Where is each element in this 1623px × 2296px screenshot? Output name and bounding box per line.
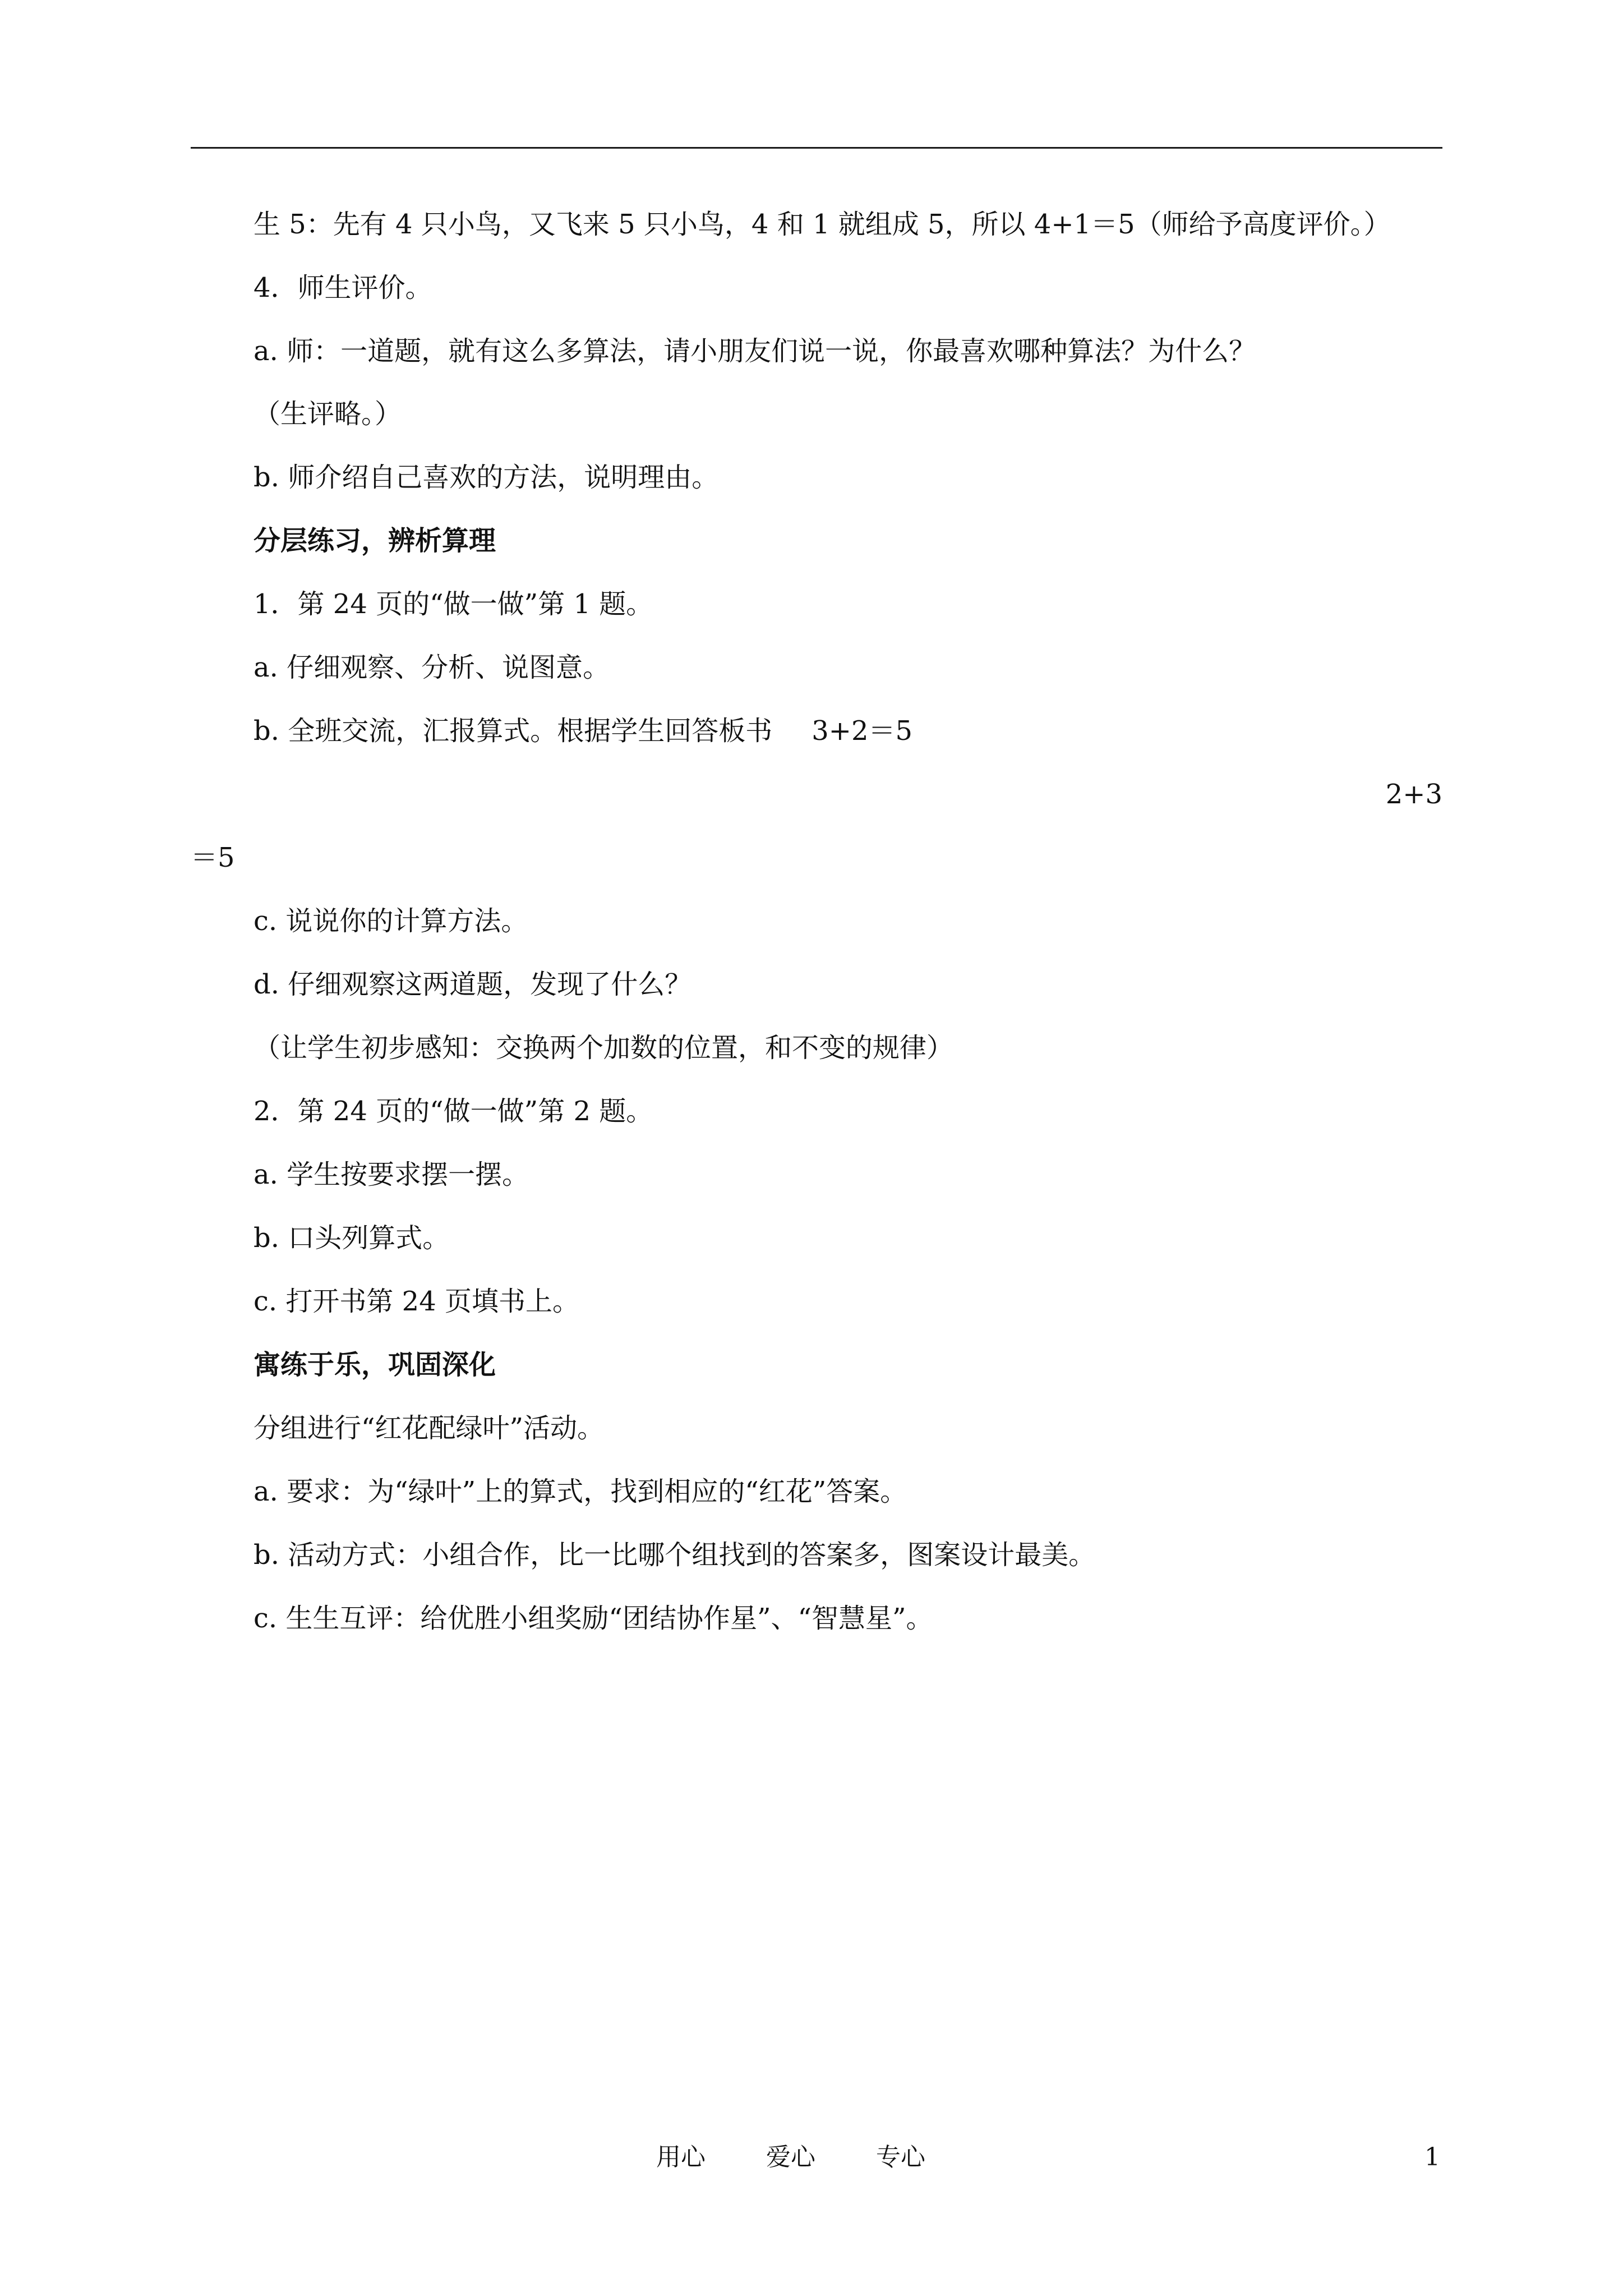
paragraph-arrange: a. 学生按要求摆一摆。 bbox=[253, 1159, 529, 1190]
paragraph-exercise-1: 1．第 24 页的“做一做”第 1 题。 bbox=[253, 588, 653, 620]
paragraph-oral-formula: b. 口头列算式。 bbox=[253, 1222, 450, 1254]
paragraph-group-activity: 分组进行“红花配绿叶”活动。 bbox=[253, 1412, 605, 1444]
paragraph-activity-method: b. 活动方式：小组合作，比一比哪个组找到的答案多，图案设计最美。 bbox=[253, 1539, 1096, 1571]
paragraph-explain-method: c. 说说你的计算方法。 bbox=[253, 905, 528, 937]
paragraph-observe: a. 仔细观察、分析、说图意。 bbox=[253, 652, 610, 683]
formula-3-plus-2: 3+2＝5 bbox=[811, 715, 913, 747]
footer-motto: 爱心 bbox=[766, 2143, 815, 2171]
paragraph-peer-review: c. 生生互评：给优胜小组奖励“团结协作星”、“智慧星”。 bbox=[253, 1603, 933, 1634]
footer-motto: 专心 bbox=[876, 2143, 925, 2171]
paragraph-teacher-question: a. 师：一道题，就有这么多算法，请小朋友们说一说，你最喜欢哪种算法？为什么？ bbox=[253, 335, 1256, 367]
footer-mottos bbox=[656, 2142, 925, 2173]
paragraph-exercise-2: 2．第 24 页的“做一做”第 2 题。 bbox=[253, 1096, 653, 1127]
paragraph-class-exchange bbox=[253, 714, 912, 748]
page-number: 1 bbox=[1424, 2143, 1440, 2171]
formula-2-plus-3-part1: 2+3 bbox=[1385, 779, 1442, 810]
formula-2-plus-3-part2: ＝5 bbox=[191, 842, 235, 873]
paragraph-student5: 生 5：先有 4 只小鸟，又飞来 5 只小鸟，4 和 1 就组成 5，所以 4+1＝5（师给予高度评价。） bbox=[253, 209, 1391, 240]
section-heading-layered-practice: 分层练习，辨析算理 bbox=[253, 525, 496, 556]
paragraph-teacher-method: b. 师介绍自己喜欢的方法，说明理由。 bbox=[253, 462, 719, 493]
paragraph-requirement: a. 要求：为“绿叶”上的算式，找到相应的“红花”答案。 bbox=[253, 1476, 907, 1507]
paragraph-evaluation-heading: 4．师生评价。 bbox=[253, 272, 432, 303]
header-rule bbox=[191, 147, 1442, 149]
class-exchange-text: b. 全班交流，汇报算式。根据学生回答板书 bbox=[253, 715, 773, 747]
footer-motto: 用心 bbox=[656, 2143, 706, 2171]
paragraph-commutative-note: （让学生初步感知：交换两个加数的位置，和不变的规律） bbox=[253, 1032, 954, 1064]
paragraph-student-comment: （生评略。） bbox=[253, 398, 402, 430]
section-heading-practice-fun: 寓练于乐，巩固深化 bbox=[253, 1349, 496, 1381]
paragraph-fill-book: c. 打开书第 24 页填书上。 bbox=[253, 1286, 579, 1317]
paragraph-observe-discover: d. 仔细观察这两道题，发现了什么？ bbox=[253, 969, 692, 1000]
